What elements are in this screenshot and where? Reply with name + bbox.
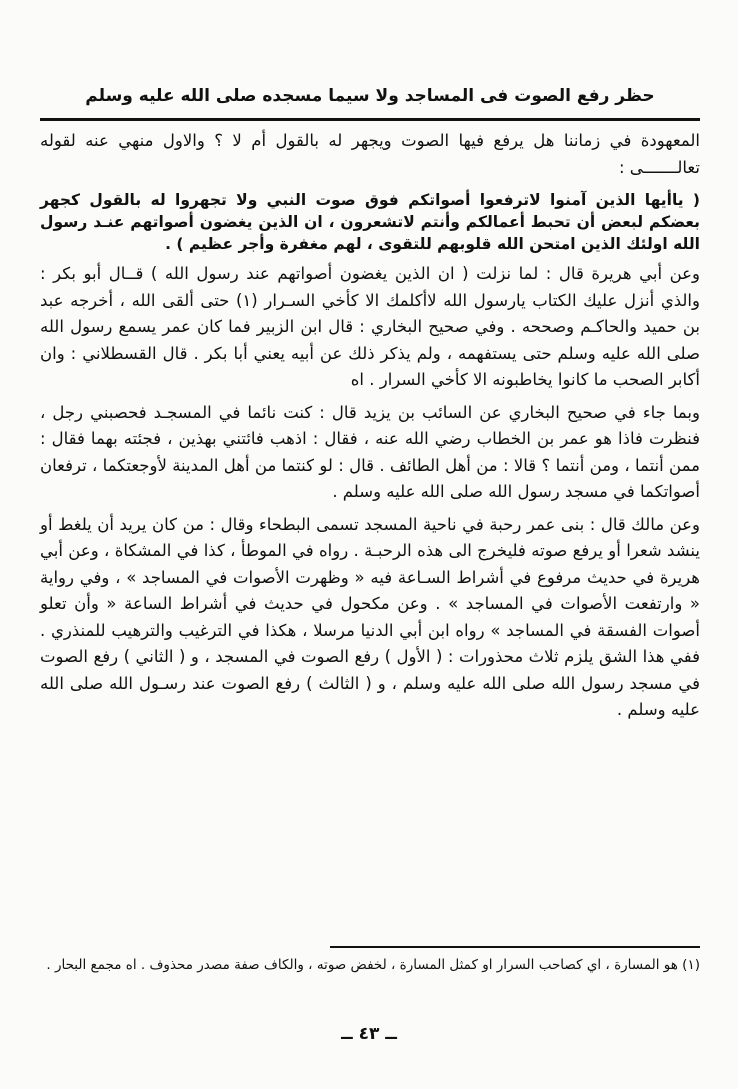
paragraph-intro: المعهودة في زماننا هل يرفع فيها الصوت ويجهر له بالقول أم لا ؟ والاول منهي عنه لقوله تعالـــــــى : xyxy=(40,131,700,177)
page-number: ــ ٤٣ ــ xyxy=(341,1024,397,1044)
quran-verse: ( ياأيها الذين آمنوا لاترفعوا أصواتكم فوق صوت النبي ولا تجهروا له بالقول كجهر بعضكم لبعض أن تحبط أعمالكم وأنتم لاتشعرون ، ان الذين يغضون أصواتهم عنـد رسول الله اولئك الذين امتحن الله قلوبهم للتقوى ، لهم مغفرة وأجر عظيم ) . xyxy=(40,191,700,253)
paragraph-abu-hurayra: وعن أبي هريرة قال : لما نزلت ( ان الذين يغضون أصواتهم عند رسول الله ) قــال أبو بكر : والذي أنزل عليك الكتاب يارسول الله لاأكلمك الا كأخي السـرار (١) حتى ألقى الله ، أخرجه عبد بن حميد والحاكـم وصححه . وفي صحيح البخاري : قال ابن الزبير فما كان عمر يسمع رسول الله صلى الله عليه وسلم حتى يستفهمه ، ولم يذكر ذلك عن أبيه يعني أبا بكر . قال القسطلاني : وان أكابر الصحب ما كانوا يخاطبونه الا كأخي السرار . اه xyxy=(40,264,700,389)
paragraph-bukhari: وبما جاء في صحيح البخاري عن السائب بن يزيد قال : كنت نائما في المسجـد فحصبني رجل ، فنظرت فاذا هو عمر بن الخطاب رضي الله عنه ، فقال : اذهب فائتني بهذين ، فجئته بهما فقال : ممن أنتما ، ومن أنتما ؟ قالا : من أهل الطائف . قال : لو كنتما من أهل المدينة لأوجعتكما ، ترفعان أصواتكما في مسجد رسول الله صلى الله عليه وسلم . xyxy=(40,402,700,501)
footnote-rule xyxy=(330,946,700,948)
paragraph-malik: وعن مالك قال : بنى عمر رحبة في ناحية المسجد تسمى البطحاء وقال : من كان يريد أن يلغط أو ينشد شعرا أو يرفع صوته فليخرج الى هذه الرحبـة . رواه في الموطأ ، كذا في المشكاة ، وعن أبي هريرة في حديث مرفوع في أشراط السـاعة فيه « وظهرت الأصوات في المساجد » ، وفي رواية « وارتفعت الأصوات في المساجد » . وعن مكحول في حديث في أشراط الساعة « وأن تعلو أصوات الفسقة في المساجد » رواه ابن أبي الدنيا مرسلا ، هكذا في الترغيب والترهيب للمنذري . ففي هذا الشق يلزم ثلاث محذورات : ( الأول ) رفع الصوت في المسجد ، و ( الثاني ) رفع الصوت في مسجد رسول الله صلى الله عليه وسلم ، و ( الثالث ) رفع الصوت عند رسـول الله صلى الله عليه وسلم . xyxy=(40,514,700,719)
footnote: (١) هو المسارة ، اي كصاحب السرار او كمثل المسارة ، لخفض صوته ، والكاف صفة مصدر محذوف . اه مجمع البحار . xyxy=(46,957,700,973)
header-rule xyxy=(40,118,700,121)
main-text xyxy=(40,128,700,724)
running-header: حظر رفع الصوت فى المساجد ولا سيما مسجده صلى الله عليه وسلم xyxy=(85,86,655,106)
